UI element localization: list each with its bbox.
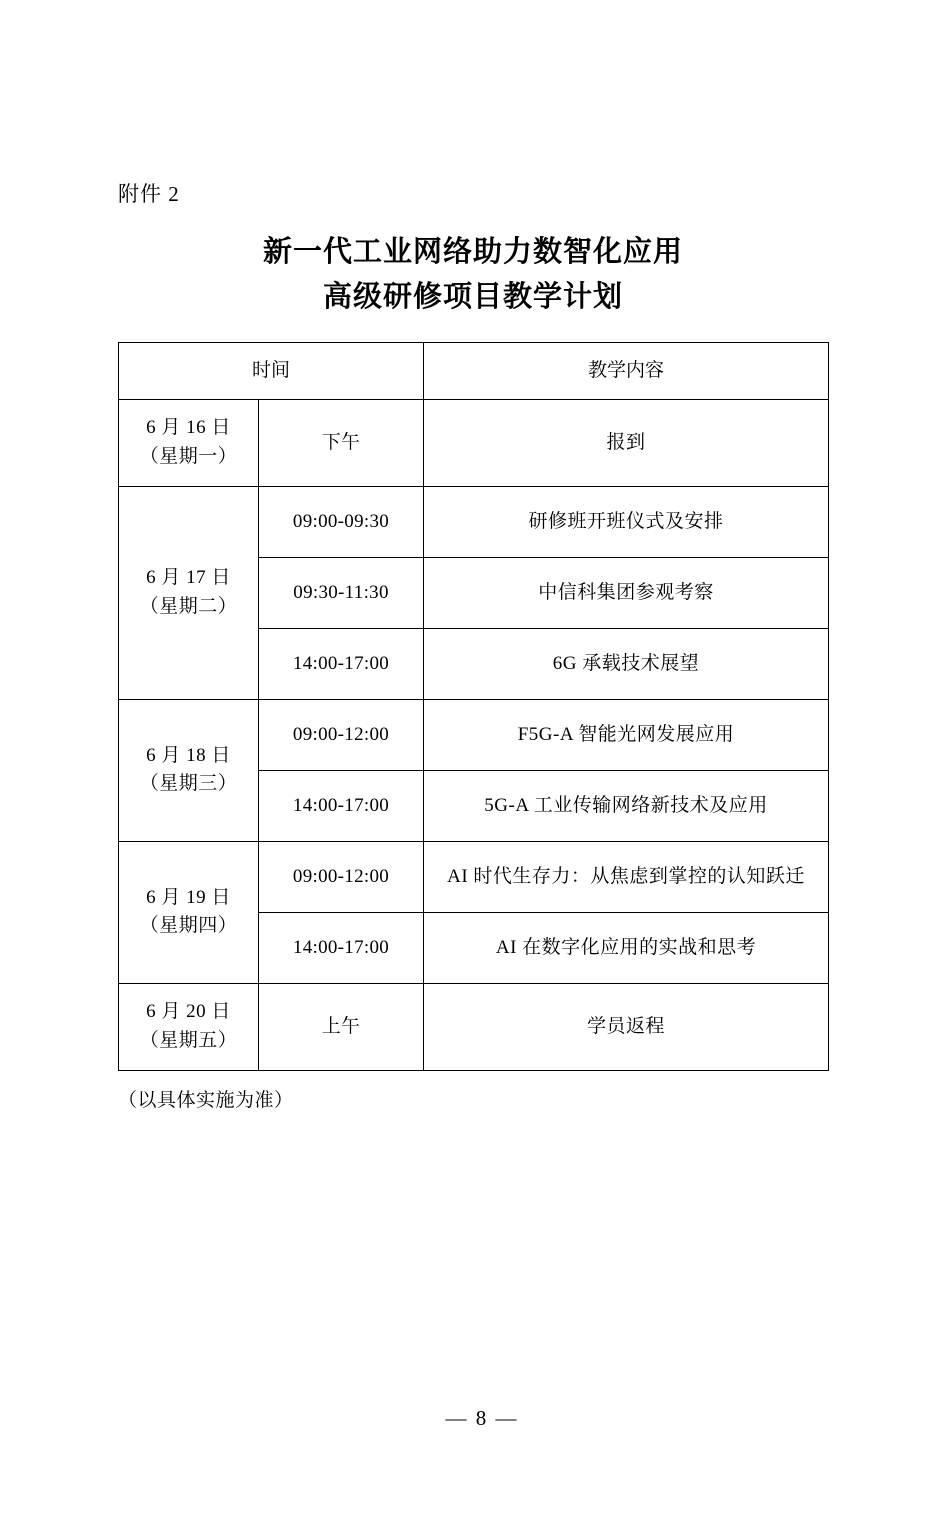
time-cell: 09:30-11:30 — [259, 557, 424, 628]
day-date: 6 月 18 日 — [146, 744, 231, 766]
day-cell — [119, 699, 259, 841]
table-row — [119, 983, 829, 1070]
day-cell — [119, 399, 259, 486]
content-cell: 6G 承载技术展望 — [424, 628, 829, 699]
page-title-line-2: 高级研修项目教学计划 — [322, 280, 623, 313]
column-header-content: 教学内容 — [424, 342, 829, 399]
time-cell: 14:00-17:00 — [259, 628, 424, 699]
day-date: 6 月 16 日 — [146, 417, 231, 439]
time-cell: 下午 — [259, 399, 424, 486]
content-cell: 研修班开班仪式及安排 — [424, 486, 829, 557]
day-date: 6 月 17 日 — [146, 567, 231, 589]
content-cell: 报到 — [424, 399, 829, 486]
time-cell: 14:00-17:00 — [259, 912, 424, 983]
time-cell: 09:00-12:00 — [259, 699, 424, 770]
page-title — [118, 230, 828, 320]
schedule-table — [118, 342, 829, 1071]
page-number: — 8 — — [445, 1406, 519, 1430]
time-cell: 上午 — [259, 983, 424, 1070]
content-cell: 5G-A 工业传输网络新技术及应用 — [424, 770, 829, 841]
table-row — [119, 399, 829, 486]
day-date: 6 月 19 日 — [146, 886, 231, 908]
day-cell — [119, 486, 259, 699]
time-cell: 09:00-12:00 — [259, 841, 424, 912]
page-title-line-1: 新一代工业网络助力数智化应用 — [262, 236, 683, 268]
day-weekday: （星期五） — [139, 1029, 238, 1051]
document-page — [0, 178, 946, 1519]
day-weekday: （星期三） — [139, 773, 238, 795]
content-cell: 学员返程 — [424, 983, 829, 1070]
day-cell — [119, 841, 259, 983]
day-weekday: （星期四） — [139, 915, 238, 937]
attachment-label: 附件 2 — [118, 182, 180, 206]
time-cell: 14:00-17:00 — [259, 770, 424, 841]
time-cell: 09:00-09:30 — [259, 486, 424, 557]
day-cell — [119, 983, 259, 1070]
content-cell: AI 时代生存力：从焦虑到掌控的认知跃迁 — [424, 841, 829, 912]
table-row — [119, 841, 829, 912]
table-footnote: （以具体实施为准） — [118, 1089, 294, 1111]
day-weekday: （星期二） — [139, 595, 238, 617]
day-weekday: （星期一） — [139, 445, 238, 467]
column-header-time: 时间 — [119, 342, 424, 399]
day-date: 6 月 20 日 — [146, 1001, 231, 1023]
table-row — [119, 699, 829, 770]
table-row — [119, 486, 829, 557]
content-cell: 中信科集团参观考察 — [424, 557, 829, 628]
content-cell: AI 在数字化应用的实战和思考 — [424, 912, 829, 983]
table-header-row — [119, 342, 829, 399]
content-cell: F5G-A 智能光网发展应用 — [424, 699, 829, 770]
